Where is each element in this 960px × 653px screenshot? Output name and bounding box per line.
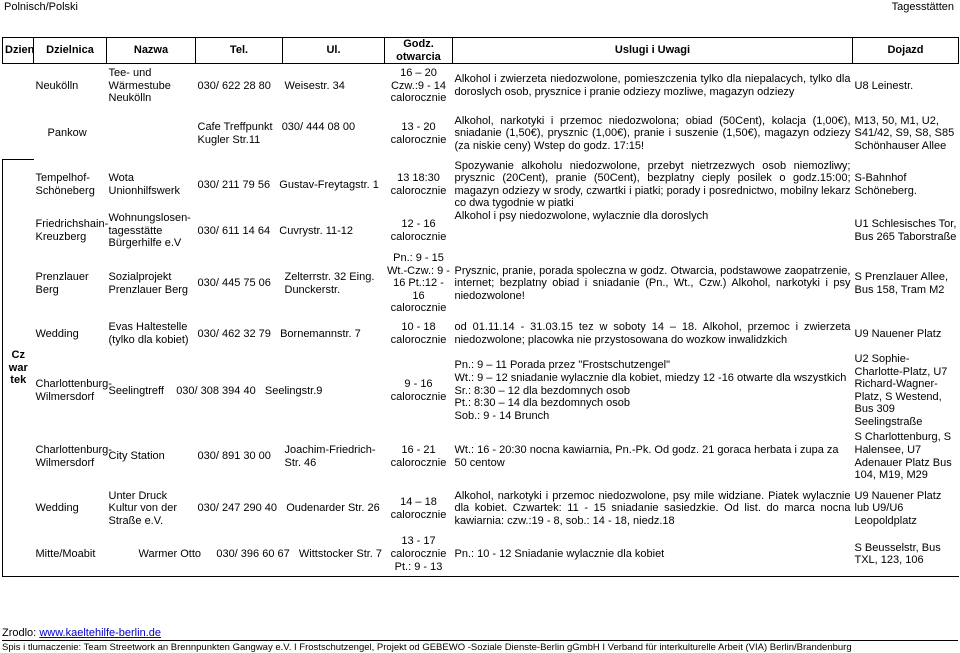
phone: 030/ 891 30 00 <box>197 450 271 463</box>
street: Gustav-Freytagstr. 1 <box>279 178 379 191</box>
phone: 030/ 622 28 80 <box>197 79 271 92</box>
district: Charlottenburg-Wilmersdorf <box>35 378 112 403</box>
street: Cuvrystr. 11-12 <box>279 224 354 237</box>
services: od 01.11.14 - 31.03.15 tez w soboty 14 – 18. Alkohol, przemoc i zwierzeta niedozwolone; placowka nie przystosowana do wozkow inwalidzkich <box>454 321 851 347</box>
col-services: Uslugi i Uwagi <box>453 38 853 64</box>
table-row <box>3 108 959 160</box>
table-row <box>3 485 959 533</box>
table-row <box>3 533 959 577</box>
hours: 16 - 21 calorocznie <box>390 444 447 469</box>
source-link[interactable]: www.kaeltehilfe-berlin.de <box>39 627 161 639</box>
table-row <box>3 210 959 252</box>
col-street: Ul. <box>283 38 385 64</box>
district: Wedding <box>35 327 79 340</box>
services: Alkohol, narkotyki i przemoc niedozwolona; obiad (50Cent), kolacja (1,00€), sniadanie (1,50€), prysznic (1,00€), pranie i suszenie (1,50€), magazyn odziezy (za niskie ceny) Wstep do godz. 17:15! <box>454 114 851 152</box>
table-row <box>3 64 959 108</box>
shelter-table <box>2 37 959 577</box>
phone: 030/ 462 32 79 <box>197 327 271 340</box>
hours: Pn.: 9 - 15 Wt.-Czw.: 9 - 16 Pt.:12 - 16 calorocznie <box>387 252 450 315</box>
facility-name: Wota Unionhilfswerk <box>108 172 181 197</box>
district: Neukölln <box>35 79 79 92</box>
table-header-row <box>3 38 959 64</box>
col-hours: Godz. otwarcia <box>385 38 453 64</box>
page-header <box>0 0 960 16</box>
col-name: Nazwa <box>107 38 196 64</box>
source-label: Zrodlo: <box>2 627 37 639</box>
hours: 9 - 16 calorocznie <box>390 378 447 403</box>
services <box>453 353 853 429</box>
hours: 13 18:30 calorocznie <box>390 172 447 197</box>
services: Spozywanie alkoholu niedozwolone, przebyt nietrzezwych osob niemozliwy; prysznic (20Cent), pranie (50Cent), bezplatny cieply posilek o godz.15:00; magazyn odziezy w srody, czwartki i piatki; porady i posrednictwo, mobilny lekarz co dwa tygodnie w piatki <box>454 159 851 210</box>
day-label <box>3 160 34 577</box>
phone: 030/ 247 290 40 <box>197 502 278 515</box>
source-line <box>2 627 161 639</box>
phone: 030/ 308 394 40 <box>176 384 256 397</box>
facility-name <box>107 533 385 577</box>
district: Pankow <box>47 127 87 140</box>
district: Mitte/Moabit <box>34 533 107 577</box>
facility-name-text: Warmer Otto <box>138 548 202 561</box>
transport: S Beusselstr, Bus TXL, 123, 106 <box>853 533 959 577</box>
services-line: Sr.: 8:30 – 12 dla bezdomnych osob <box>454 384 631 397</box>
transport: U9 Nauener Platz <box>854 327 942 340</box>
district: Wedding <box>35 502 79 515</box>
hours: 10 - 18 calorocznie <box>390 321 447 347</box>
facility-name-text: Cafe Treffpunkt <box>197 121 273 134</box>
services: Wt.: 16 - 20:30 nocna kawiarnia, Pn.-Pk. Od godz. 21 goraca herbata i zupa za 50 centow <box>454 444 839 469</box>
col-day: Dzien <box>3 38 34 64</box>
district: Friedrichshain-Kreuzberg <box>35 218 109 244</box>
street: Bornemannstr. 7 <box>280 327 361 340</box>
phone: 030/ 611 14 64 <box>197 224 271 237</box>
credits-line: Spis i tlumaczenie: Team Streetwork an Brennpunkten Gangway e.V. I Frostschutzengel, Projekt od GEBEWO -Soziale Dienste-Berlin gGmbH I Verband für interkulturelle Arbeit (VIA) Berlin/Brandenburg <box>2 640 958 653</box>
facility-name: Wohnungslosen-tagesstätte Bürgerhilfe e.V <box>108 212 191 250</box>
services-line: Pn.: 9 – 11 Porada przez "Frostschutzengel" <box>454 359 670 372</box>
transport: U1 Schlesisches Tor, Bus 265 Taborstraße <box>854 218 957 244</box>
services-line: Wt.: 9 – 12 sniadanie wylacznie dla kobiet, miedzy 12 -16 otwarte dla wszystkich <box>454 371 847 384</box>
street: Kugler Str.11 <box>197 133 261 146</box>
facility-name: City Station <box>108 450 165 463</box>
phone: 030/ 396 60 67 <box>216 548 290 561</box>
table-row <box>3 252 959 315</box>
facility-name <box>107 353 385 429</box>
col-transport: Dojazd <box>853 38 959 64</box>
services: Pn.: 10 - 12 Sniadanie wylacznie dla kobiet <box>453 533 853 577</box>
header-language: Polnisch/Polski <box>4 1 78 13</box>
phone-street <box>196 485 385 533</box>
hours: 14 – 18 calorocznie <box>390 496 447 521</box>
facility-name <box>196 108 385 160</box>
hours: 13 - 20 calorocznie <box>390 121 447 146</box>
phone-street <box>196 160 385 210</box>
facility-name: Tee- und Wärmestube Neukölln <box>108 67 171 105</box>
header-category: Tagesstätten <box>891 1 954 13</box>
services: Alkohol i psy niedozwolone, wylacznie dla doroslych <box>454 210 709 223</box>
transport: S Charlottenburg, S Halensee, U7 Adenauer Platz Bus 104, M19, M29 <box>854 431 952 482</box>
district: Tempelhof-Schöneberg <box>35 172 95 197</box>
table-row <box>3 353 959 429</box>
facility-name-text: Seelingtreff <box>108 384 164 397</box>
transport: U2 Sophie-Charlotte-Platz, U7 Richard-Wagner-Platz, S Westend, Bus 309 Seelingstraße <box>854 353 948 428</box>
transport: S-Bahnhof Schöneberg. <box>854 172 917 197</box>
table-row <box>3 429 959 485</box>
street: Seelingstr.9 <box>264 384 323 397</box>
phone-street <box>196 315 385 353</box>
transport: M13, 50, M1, U2, S41/42, S9, S8, S85 Schönhauser Allee <box>854 114 955 152</box>
transport: S Prenzlauer Allee, Bus 158, Tram M2 <box>854 270 949 296</box>
street: Weisestr. 34 <box>284 79 345 92</box>
transport: U9 Nauener Platz lub U9/U6 Leopoldplatz <box>854 489 942 527</box>
table-row <box>3 315 959 353</box>
hours: 12 - 16 calorocznie <box>390 218 447 244</box>
col-district: Dzielnica <box>34 38 107 64</box>
services: Prysznic, pranie, porada spoleczna w godz. Otwarcia, podstawowe zaopatrzenie, internet; bezplatny obiad i sniadanie (Pn., Wt., Czw.) Alkohol, narkotyki i psy niedozwolone! <box>454 264 851 302</box>
phone: 030/ 444 08 00 <box>281 121 356 134</box>
services: Alkohol, narkotyki i przemoc niedozwolone, psy mile widziane. Piatek wylacznie dla kobiet. Czwartek: 11 - 15 sniadanie sasiedzkie. Od list. do marca nocna kawiarnia: czw.:19 - 8, sob.: 14 - 18, niedz.18 <box>454 489 851 527</box>
col-tel: Tel. <box>196 38 283 64</box>
district: Charlottenburg-Wilmersdorf <box>35 444 112 469</box>
phone: 030/ 445 75 06 <box>197 277 271 290</box>
street: Oudenarder Str. 26 <box>286 502 380 515</box>
hours: 16 – 20 Czw.:9 - 14 calorocznie <box>390 67 447 105</box>
phone-street <box>196 210 385 252</box>
services: Alkohol i zwierzeta niedozwolone, pomieszczenia tylko dla niepalacych, tylko dla doroslych osob, prysznice i pranie odziezy mozliwe, magazyn odziezy <box>454 73 851 98</box>
district: Prenzlauer Berg <box>35 270 89 296</box>
hours: 13 - 17 calorocznie Pt.: 9 - 13 <box>385 533 453 577</box>
services-line: Pt.: 8:30 – 14 dla bezdomnych osob <box>454 397 631 410</box>
phone: 030/ 211 79 56 <box>197 178 271 191</box>
day-label-text: Cz war tek <box>8 349 28 387</box>
facility-name: Evas Haltestelle (tylko dla kobiet) <box>108 321 189 347</box>
services-line: Sob.: 9 - 14 Brunch <box>454 409 550 422</box>
facility-name: Sozialprojekt Prenzlauer Berg <box>108 270 188 296</box>
street: Zelterrstr. 32 Eing. Dunckerstr. <box>284 270 375 296</box>
facility-name: Unter Druck Kultur von der Straße e.V. <box>108 489 177 527</box>
transport: U8 Leinestr. <box>854 79 914 92</box>
street: Joachim-Friedrich-Str. 46 <box>284 444 376 469</box>
street: Wittstocker Str. 7 <box>298 548 383 561</box>
table-row <box>3 160 959 210</box>
